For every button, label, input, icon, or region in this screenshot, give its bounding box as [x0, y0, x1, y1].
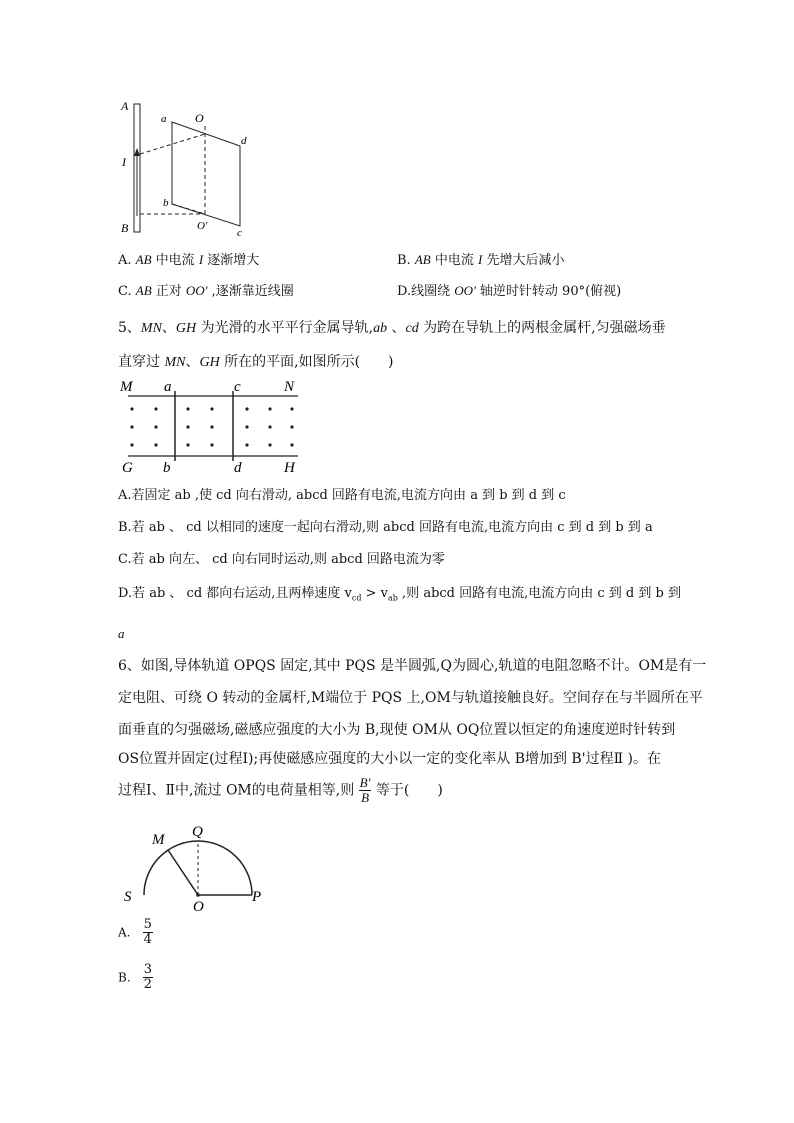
q5-option-b: B.若 ab 、 cd 以相同的速度一起向右滑动,则 abcd 回路有电流,电流方向由 c 到 d 到 b 到 a [118, 520, 653, 535]
field-dot [268, 407, 271, 410]
q5-stem-line1: 5、MN、GH 为光滑的水平平行金属导轨,ab 、cd 为跨在导轨上的两根金属杆,匀强磁场垂 [118, 320, 666, 336]
field-dot [290, 443, 293, 446]
q6-stem-line2: 定电阻、可绕 O 转动的金属杆,M端位于 PQS 上,OM与轨道接触良好。空间存在与半圆所在平 [118, 690, 703, 706]
label-O3: O [193, 899, 204, 914]
q5-stem-line2: 直穿过 MN、GH 所在的平面,如图所示( ) [118, 354, 394, 370]
field-dot [268, 425, 271, 428]
label-d2: d [234, 460, 242, 475]
q6-stem-line1: 6、如图,导体轨道 OPQS 固定,其中 PQS 是半圆弧,Q为圆心,轨道的电阻忽略不计。OM是有一 [118, 658, 707, 674]
q4-option-c: C. AB 正对 OO' ,逐渐靠近线圈 [118, 283, 294, 299]
label-a2: a [164, 379, 172, 395]
label-G: G [122, 460, 133, 475]
q5-option-a: A.若固定 ab ,使 cd 向右滑动, abcd 回路有电流,电流方向由 a 到 b 到 d 到 c [118, 488, 566, 503]
fraction-b-prime-over-b: $\frac{B'}{B}$ [359, 775, 371, 805]
q6-option-b: B. $\frac{3}{2}$ [118, 962, 153, 992]
field-dot [154, 425, 157, 428]
q4-option-d: D.线圈绕 OO' 轴逆时针转动 90°(俯视) [397, 283, 622, 299]
label-A: A [121, 99, 129, 113]
field-dot [186, 425, 189, 428]
field-dot [290, 425, 293, 428]
figure-rails [116, 377, 306, 475]
label-I: I [122, 155, 126, 169]
q6-stem-line3: 面垂直的匀强磁场,磁感应强度的大小为 B,现使 OM从 OQ位置以恒定的角速度逆时针转到 [118, 722, 676, 738]
field-dot [154, 443, 157, 446]
label-c: c [237, 227, 242, 238]
label-b: b [163, 197, 169, 209]
field-dot [210, 425, 213, 428]
magnetic-field-dots [130, 407, 293, 446]
field-dot [130, 425, 133, 428]
label-a: a [161, 113, 167, 125]
label-c2: c [234, 379, 241, 395]
field-dot [186, 407, 189, 410]
field-dot [210, 407, 213, 410]
label-Q3: Q [192, 824, 203, 840]
field-dot [245, 425, 248, 428]
q5-option-d-cont: a [118, 626, 125, 641]
field-dot [268, 443, 271, 446]
q4-option-a: A. AB 中电流 I 逐渐增大 [118, 252, 260, 268]
coil-abcd [172, 122, 240, 226]
q6-stem-line4: OS位置并固定(过程Ⅰ);再使磁感应强度的大小以一定的变化率从 B增加到 B'过程Ⅱ )。在 [118, 751, 661, 767]
label-O-prime: O' [197, 220, 208, 232]
label-P3: P [252, 889, 262, 905]
q5-option-c: C.若 ab 向左、 cd 向右同时运动,则 abcd 回路电流为零 [118, 552, 445, 567]
field-dot [245, 407, 248, 410]
field-dot [130, 407, 133, 410]
figure-wire-coil [112, 96, 252, 238]
field-dot [186, 443, 189, 446]
q4-option-b: B. AB 中电流 I 先增大后减小 [397, 252, 565, 268]
label-H: H [284, 460, 295, 475]
rod-om [168, 850, 198, 895]
label-M: M [120, 379, 133, 395]
label-O: O [195, 111, 204, 125]
q6-option-a: A. $\frac{5}{4}$ [118, 917, 152, 947]
q6-stem-line5: 过程Ⅰ、Ⅱ中,流过 OM的电荷量相等,则 $\frac{B'}{B}$ 等于( ) [118, 775, 443, 805]
field-dot [154, 407, 157, 410]
label-d: d [241, 135, 247, 147]
label-B: B [121, 221, 129, 235]
field-dot [210, 443, 213, 446]
label-S3: S [124, 889, 132, 905]
figure-semicircle [116, 818, 276, 914]
field-dot [290, 407, 293, 410]
label-M3: M [152, 832, 165, 848]
field-dot [245, 443, 248, 446]
field-dot [130, 443, 133, 446]
label-b2: b [163, 460, 171, 475]
q5-option-d: D.若 ab 、 cd 都向右运动,且两棒速度 $v_{cd} > v_{ab}$ ,则 abcd 回路有电流,电流方向由 c 到 d 到 b 到 [118, 586, 681, 603]
label-N: N [284, 379, 295, 395]
